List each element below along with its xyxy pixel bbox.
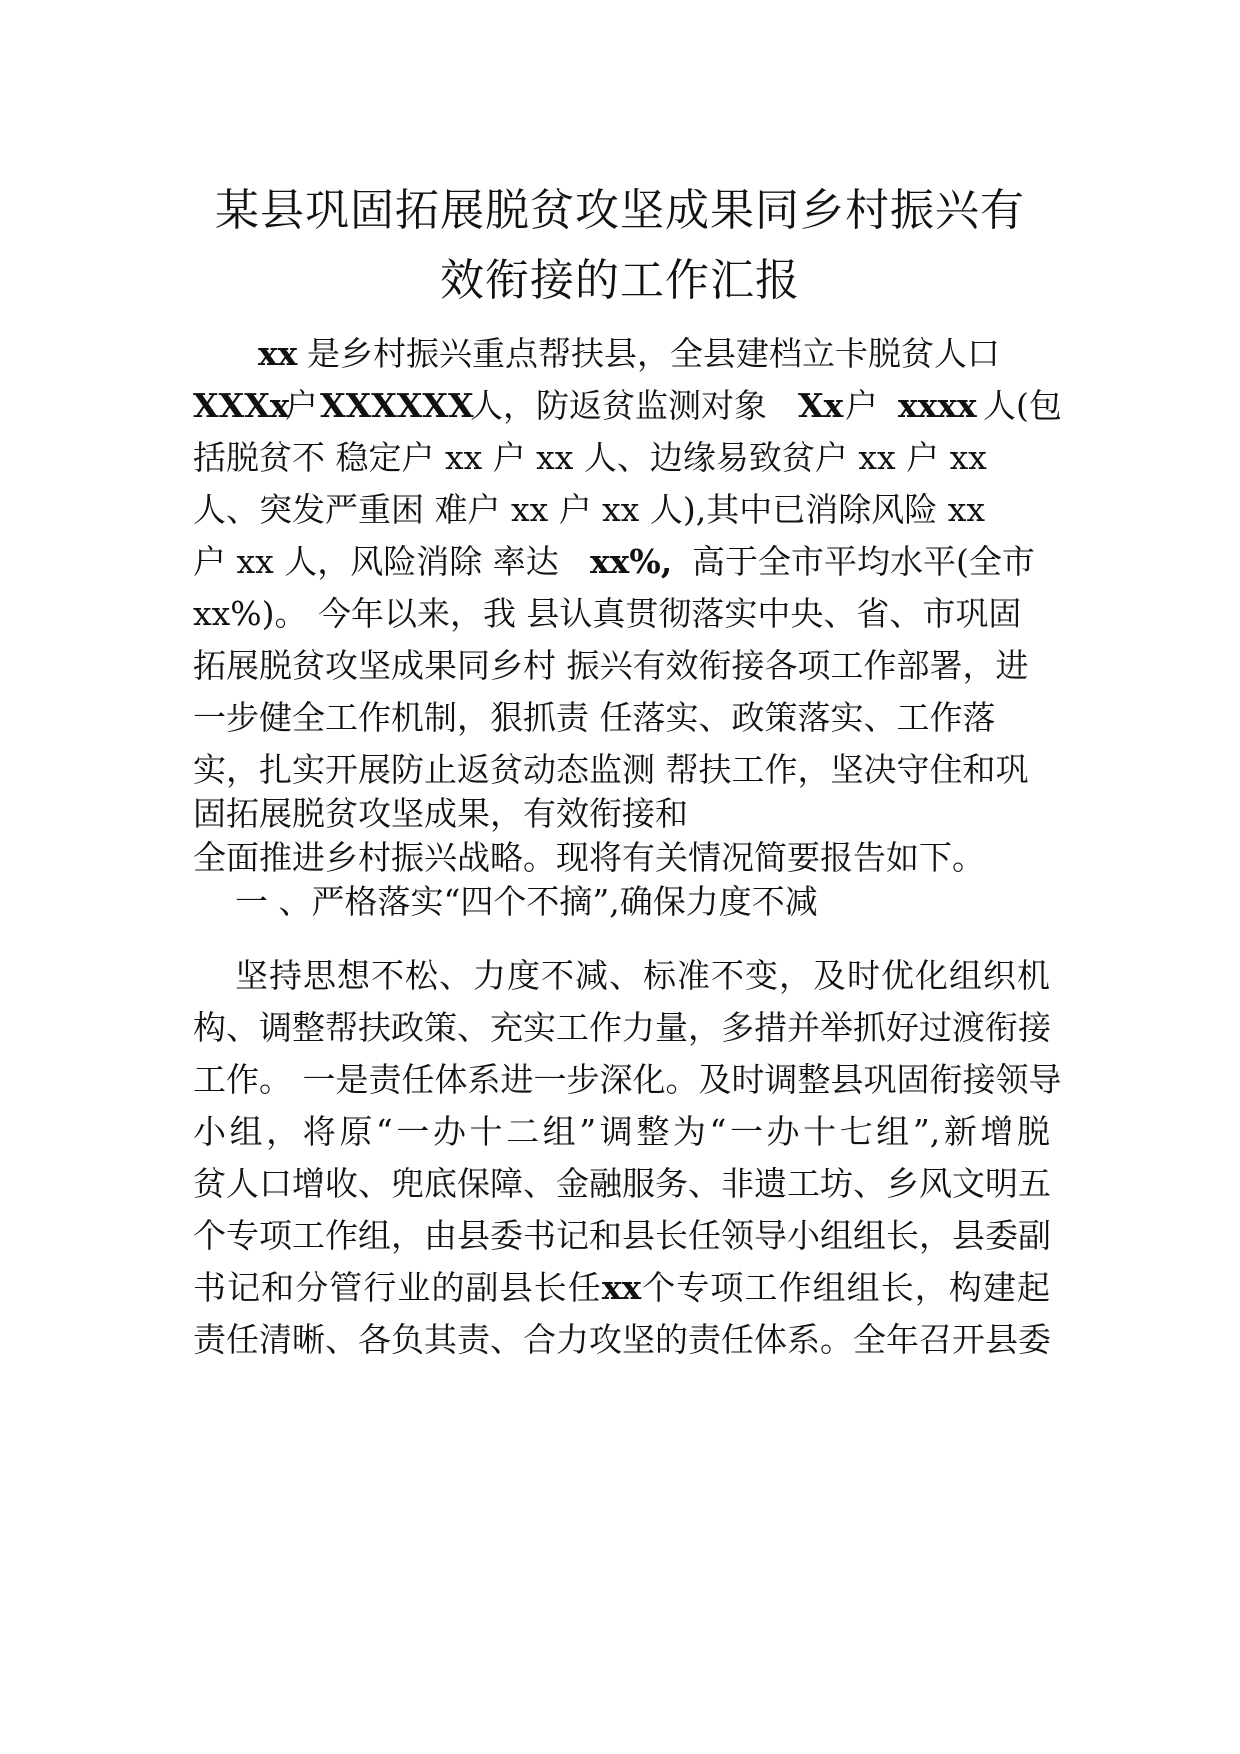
text-segment: 括脱贫不 稳定户 xx 户 xx 人、边缘易致贫户 xx 户 xx [193, 438, 987, 477]
text-line [0, 1052, 1240, 1108]
text-line [0, 586, 1240, 642]
text-line [0, 378, 1240, 434]
text-segment: 户 [285, 386, 318, 425]
text-line [0, 326, 1240, 382]
text-segment: 书记和分管行业的副县长任 [193, 1268, 602, 1307]
text-segment: 高于全市平均水平(全市 [692, 542, 1035, 581]
text-segment: 固拓展脱贫攻坚成果，有效衔接和 [193, 794, 688, 833]
text-line [0, 690, 1240, 746]
text-segment: 小组，将原“一办十二组”调整为“一办十七组”,新增脱 [193, 1112, 1050, 1151]
document-title [150, 176, 1090, 316]
text-line [0, 534, 1240, 590]
section-heading-text: 一 、严格落实“四个不摘”,确保力度不减 [235, 882, 818, 921]
text-segment: 个专项工作组，由县委书记和县长任领导小组组长，县委副 [193, 1216, 1051, 1255]
text-segment: 个专项工作组组长，构建起 [641, 1268, 1051, 1307]
bold-value: xx%, [590, 542, 673, 581]
text-segment: 人、突发严重困 难户 xx 户 xx 人),其中已消除风险 xx [193, 490, 985, 529]
title-line-1: 某县巩固拓展脱贫攻坚成果同乡村振兴有 [215, 185, 1025, 236]
bold-value: Xx [798, 386, 844, 425]
text-line [0, 482, 1240, 538]
text-segment: xx%)。 今年以来，我 县认真贯彻落实中央、省、市巩固 [193, 594, 1022, 633]
text-line [0, 1000, 1240, 1056]
text-segment: 拓展脱贫攻坚成果同乡村 振兴有效衔接各项工作部署，进 [193, 646, 1029, 685]
text-segment: 全面推进乡村振兴战略。现将有关情况简要报告如下。 [193, 838, 985, 877]
text-line [0, 1156, 1240, 1212]
text-segment: 户 xx 人，风险消除 率达 [193, 542, 559, 581]
bold-value: XXXx [193, 386, 290, 425]
title-line-2: 效衔接的工作汇报 [440, 255, 800, 306]
text-segment: 人(包 [983, 386, 1062, 425]
bold-value: xx [258, 334, 298, 373]
bold-value: xxxx [898, 386, 977, 425]
text-line [0, 1312, 1240, 1368]
section-heading-1 [0, 874, 1240, 930]
bold-value: XXXXXX [320, 386, 474, 425]
text-line [0, 1208, 1240, 1264]
text-segment: 工作。 一是责任体系进一步深化。及时调整县巩固衔接领导 [193, 1060, 1062, 1099]
bold-value: xx [601, 1268, 642, 1307]
text-line [0, 1260, 1240, 1316]
text-line [0, 430, 1240, 486]
text-segment: 实，扎实开展防止返贫动态监测 帮扶工作，坚决守住和巩 [193, 750, 1029, 789]
text-line [0, 638, 1240, 694]
text-segment: 贫人口增收、兜底保障、金融服务、非遗工坊、乡风文明五 [193, 1164, 1051, 1203]
text-segment: 坚持思想不松、力度不减、标准不变，及时优化组织机 [235, 956, 1050, 995]
text-segment: 是乡村振兴重点帮扶县，全县建档立卡脱贫人口 [307, 334, 1000, 373]
text-line [0, 1104, 1240, 1160]
text-segment: 户 [845, 386, 878, 425]
text-segment: 责任清晰、各负其责、合力攻坚的责任体系。全年召开县委 [193, 1320, 1051, 1359]
text-segment: 人，防返贫监测对象 [470, 386, 767, 425]
text-segment: 构、调整帮扶政策、充实工作力量，多措并举抓好过渡衔接 [193, 1008, 1051, 1047]
text-segment: 一步健全工作机制，狠抓责 任落实、政策落实、工作落 [193, 698, 996, 737]
text-line [0, 948, 1240, 1004]
